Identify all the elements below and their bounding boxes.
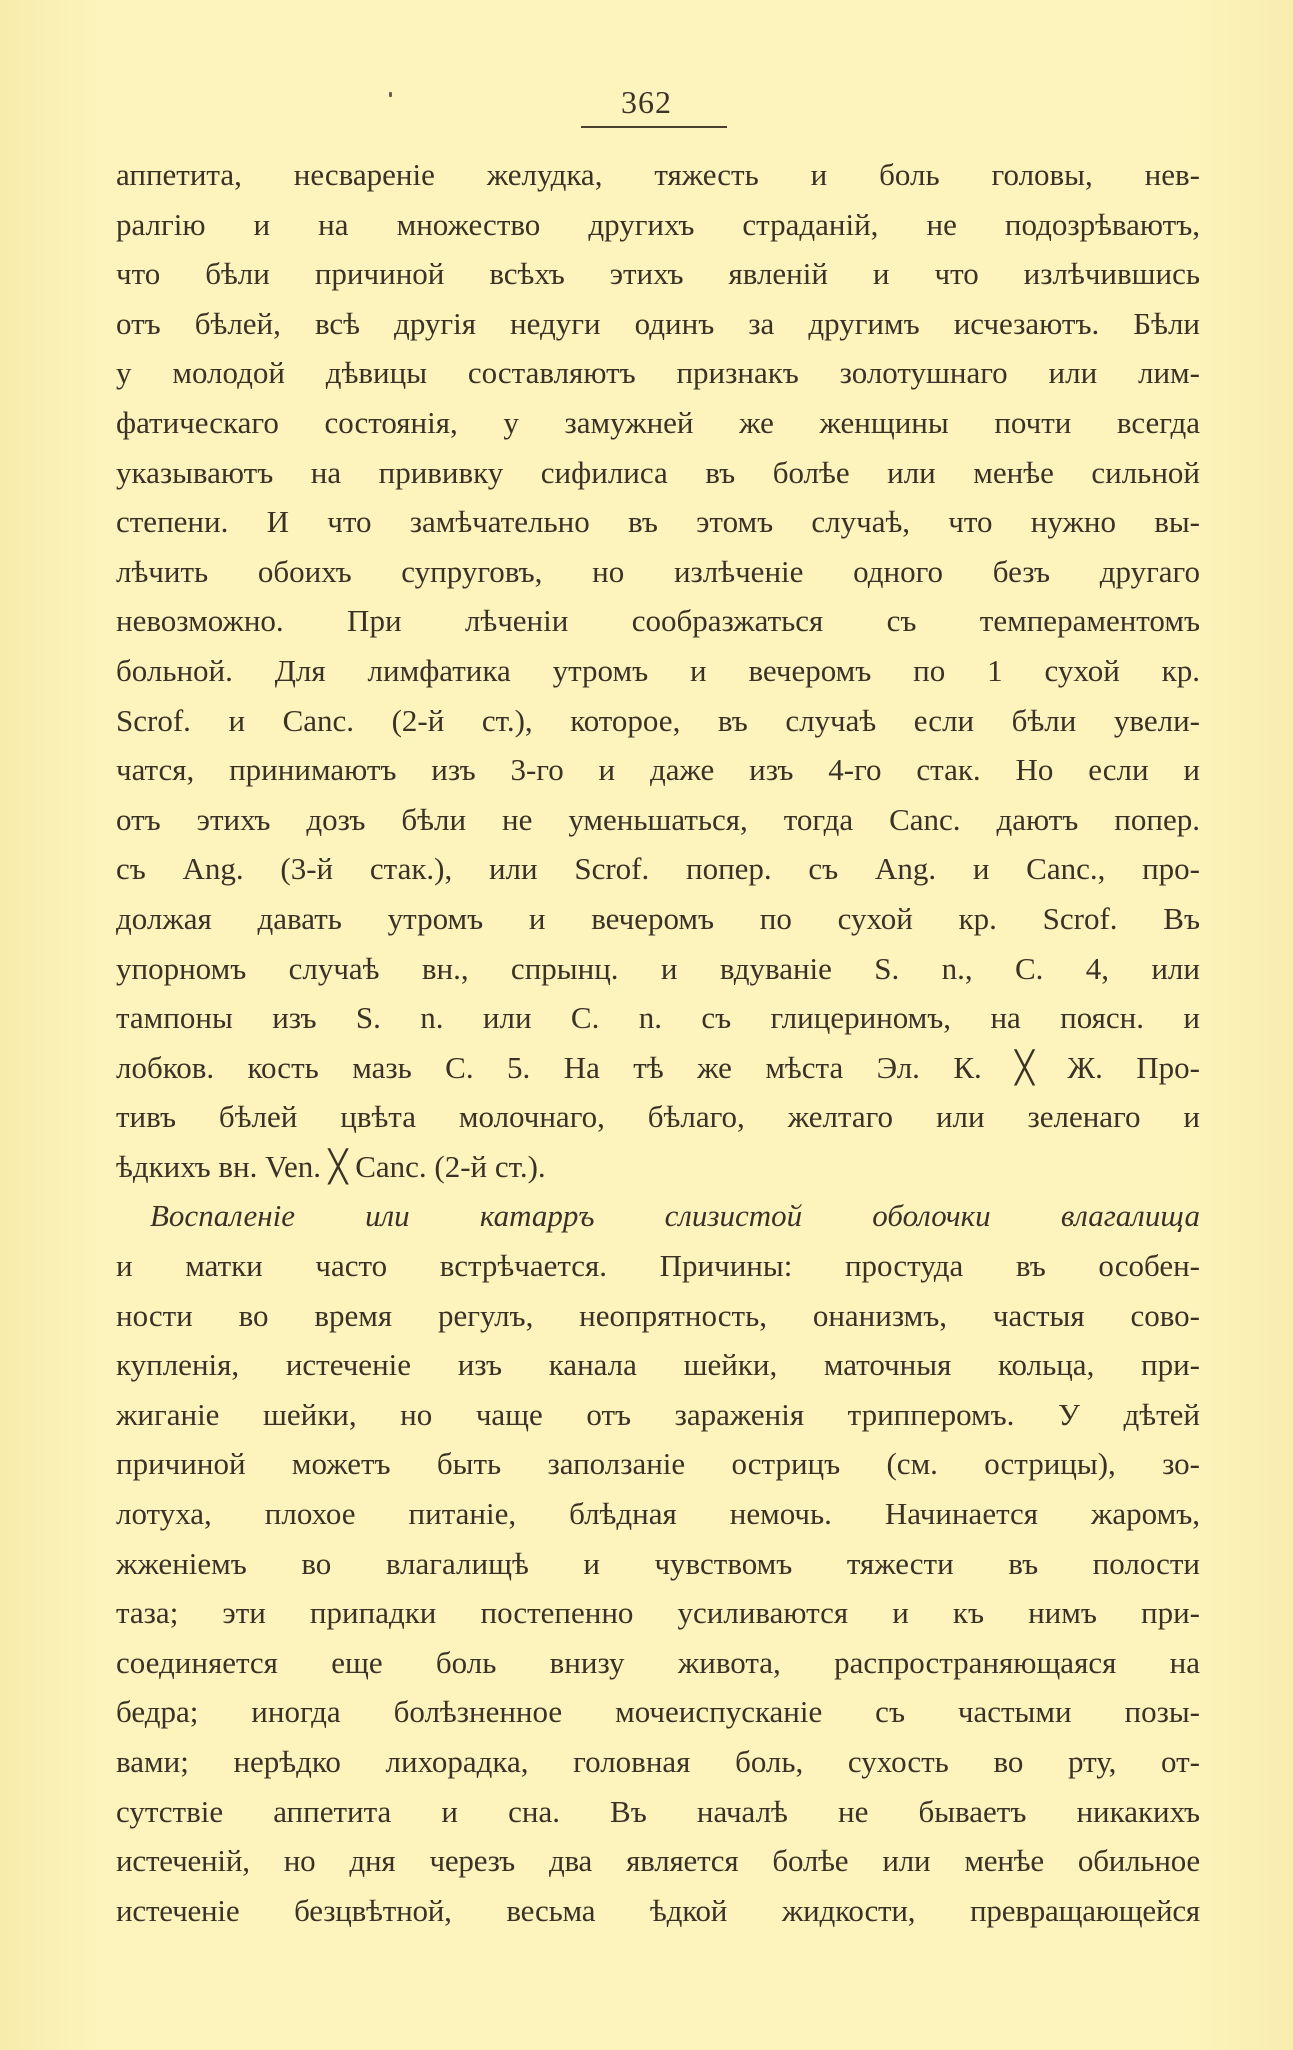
text-line: съ Ang. (3-й стак.), или Scrof. попер. съ Ang. и Canc., про- xyxy=(116,851,1200,887)
text-line: тампоны изъ S. n. или C. n. съ глицериномъ, на поясн. и xyxy=(116,1000,1200,1036)
text-line: истеченіе безцвѣтной, весьма ѣдкой жидкости, превращающейся xyxy=(116,1892,1200,1928)
text-line: невозможно. При лѣченіи сообразжаться съ темпераментомъ xyxy=(116,603,1200,639)
text-line: должая давать утромъ и вечеромъ по сухой кр. Scrof. Въ xyxy=(116,900,1200,936)
text-line: и матки часто встрѣчается. Причины: простуда въ особен- xyxy=(116,1248,1200,1284)
text-line: жженіемъ во влагалищѣ и чувствомъ тяжести въ полости xyxy=(116,1545,1200,1581)
text-line: аппетита, несвареніе желудка, тяжесть и боль головы, нев- xyxy=(116,157,1200,192)
text-line: степени. И что замѣчательно въ этомъ случаѣ, что нужно вы- xyxy=(116,504,1200,540)
section-heading-line: Воспаленіе или катарръ слизистой оболочки влагалища xyxy=(150,1198,1200,1234)
text-line: ности во время регулъ, неопрятность, онанизмъ, частыя сово- xyxy=(116,1297,1200,1333)
text-line: соединяется еще боль внизу живота, распространяющаяся на xyxy=(116,1644,1200,1680)
text-line: лобков. кость мазь C. 5. На тѣ же мѣста Эл. К. ╳ Ж. Про- xyxy=(116,1049,1200,1085)
text-line: упорномъ случаѣ вн., спрынц. и вдуваніе S. n., C. 4, или xyxy=(116,950,1200,986)
text-line: отъ этихъ дозъ бѣли не уменьшаться, тогда Canc. даютъ попер. xyxy=(116,801,1200,837)
text-line: тивъ бѣлей цвѣта молочнаго, бѣлаго, желтаго или зеленаго и xyxy=(116,1099,1200,1135)
text-line: что бѣли причиной всѣхъ этихъ явленій и что излѣчившись xyxy=(116,256,1200,292)
text-line: больной. Для лимфатика утромъ и вечеромъ по 1 сухой кр. xyxy=(116,652,1200,688)
text-line: Scrof. и Canc. (2-й ст.), которое, въ случаѣ если бѣли увели- xyxy=(116,702,1200,738)
text-line: купленія, истеченіе изъ канала шейки, маточныя кольца, при- xyxy=(116,1347,1200,1383)
text-line: у молодой дѣвицы составляютъ признакъ золотушнаго или лим- xyxy=(116,355,1200,391)
header-rule xyxy=(581,126,727,128)
text-line: фатическаго состоянія, у замужней же женщины почти всегда xyxy=(116,404,1200,440)
text-line: жиганіе шейки, но чаще отъ зараженія трипперомъ. У дѣтей xyxy=(116,1396,1200,1432)
body-text xyxy=(116,150,1200,1935)
text-line: сутствіе аппетита и сна. Въ началѣ не бываетъ никакихъ xyxy=(116,1793,1200,1829)
text-line: истеченій, но дня черезъ два является болѣе или менѣе обильное xyxy=(116,1843,1200,1879)
text-line: чатся, принимаютъ изъ 3-го и даже изъ 4-го стак. Но если и xyxy=(116,752,1200,788)
text-line: таза; эти припадки постепенно усиливаются и къ нимъ при- xyxy=(116,1595,1200,1631)
text-line: бедра; иногда болѣзненное мочеиспусканіе съ частыми позы- xyxy=(116,1694,1200,1730)
text-line: ралгію и на множество другихъ страданій, не подозрѣваютъ, xyxy=(116,206,1200,242)
text-line: ѣдкихъ вн. Ven. ╳ Canc. (2-й ст.). xyxy=(116,1148,546,1184)
page-number: 362 xyxy=(621,84,672,120)
text-line: указываютъ на прививку сифилиса въ болѣе или менѣе сильной xyxy=(116,454,1200,490)
text-line: вами; нерѣдко лихорадка, головная боль, сухость во рту, от- xyxy=(116,1744,1200,1779)
text-line: лотуха, плохое питаніе, блѣдная немочь. Начинается жаромъ, xyxy=(116,1496,1200,1532)
text-line: причиной можетъ быть заползаніе острицъ (см. острицы), зо- xyxy=(116,1446,1200,1482)
text-line: отъ бѣлей, всѣ другія недуги одинъ за другимъ исчезаютъ. Бѣли xyxy=(116,305,1200,341)
text-line: лѣчить обоихъ супруговъ, но излѣченіе одного безъ другаго xyxy=(116,553,1200,589)
